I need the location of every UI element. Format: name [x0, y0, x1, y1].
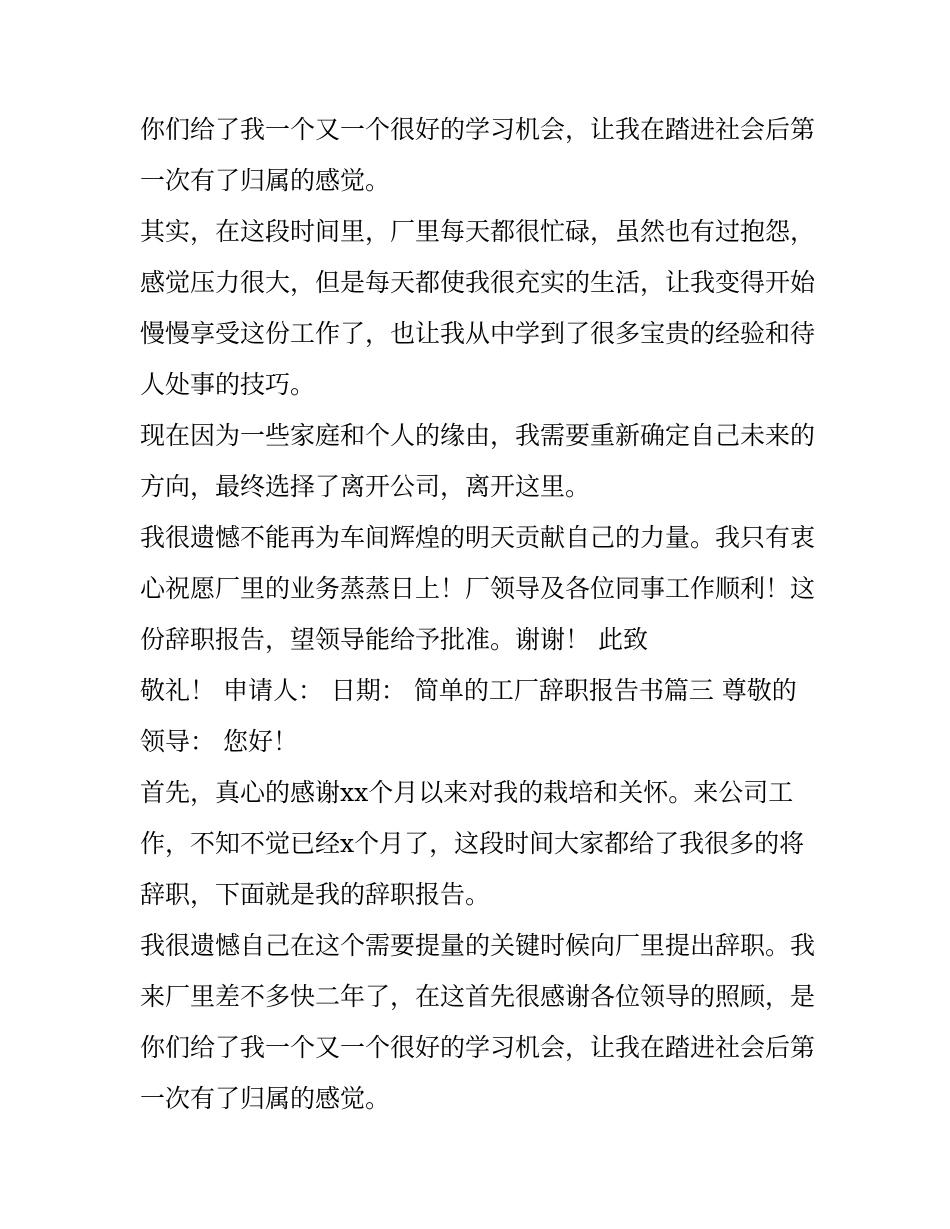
- text-line: 感觉压力很大，但是每天都使我很充实的生活，让我变得开始: [140, 268, 816, 297]
- text-line: 人处事的技巧。: [140, 370, 316, 399]
- text-line: 辞职，下面就是我的辞职报告。: [140, 880, 491, 909]
- text-line: 敬礼！ 申请人： 日期： 简单的工厂辞职报告书篇三 尊敬的: [140, 676, 797, 705]
- text-line: 份辞职报告，望领导能给予批准。谢谢！ 此致: [140, 625, 648, 654]
- text-line: 我很遗憾自己在这个需要提量的关键时候向厂里提出辞职。我: [140, 931, 816, 960]
- text-line: 领导： 您好！: [140, 727, 298, 756]
- text-line: 来厂里差不多快二年了，在这首先很感谢各位领导的照顾，是: [140, 982, 816, 1011]
- document-body: [140, 104, 830, 1124]
- text-line: 一次有了归属的感觉。: [140, 1084, 391, 1113]
- text-line: 方向，最终选择了离开公司，离开这里。: [140, 472, 591, 501]
- text-line: 我很遗憾不能再为车间辉煌的明天贡献自己的力量。我只有衷: [140, 523, 816, 552]
- text-line: 慢慢享受这份工作了，也让我从中学到了很多宝贵的经验和待: [140, 319, 816, 348]
- text-line: 首先，真心的感谢xx个月以来对我的栽培和关怀。来公司工: [140, 778, 794, 807]
- text-line: 心祝愿厂里的业务蒸蒸日上！厂领导及各位同事工作顺利！这: [140, 574, 816, 603]
- text-line: 你们给了我一个又一个很好的学习机会，让我在踏进社会后第: [140, 115, 816, 144]
- text-line: 其实，在这段时间里，厂里每天都很忙碌，虽然也有过抱怨，: [140, 217, 816, 246]
- text-line: 作，不知不觉已经x个月了，这段时间大家都给了我很多的将: [140, 829, 805, 858]
- text-line: 现在因为一些家庭和个人的缘由，我需要重新确定自己未来的: [140, 421, 816, 450]
- text-line: 一次有了归属的感觉。: [140, 166, 391, 195]
- text-line: 你们给了我一个又一个很好的学习机会，让我在踏进社会后第: [140, 1033, 816, 1062]
